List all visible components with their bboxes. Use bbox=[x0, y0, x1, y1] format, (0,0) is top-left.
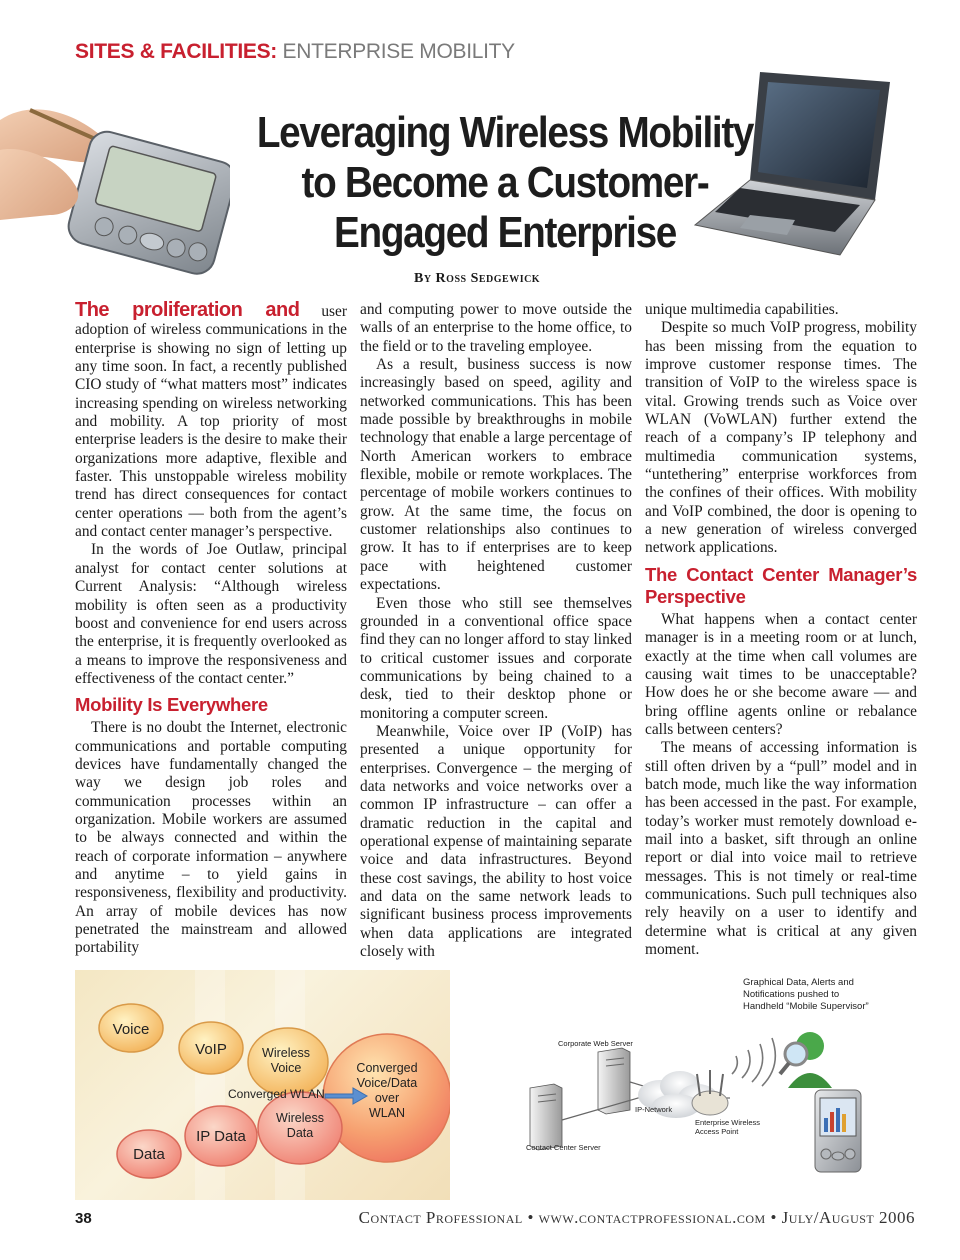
web-server-label: Corporate Web Server bbox=[558, 1039, 633, 1048]
page-number: 38 bbox=[75, 1210, 92, 1227]
lead-in: The proliferation and bbox=[75, 299, 300, 321]
handheld-device-icon bbox=[815, 1090, 861, 1172]
paragraph: Despite so much VoIP progress, mobility has been missing from the equation to improve customer response times. The transition of VoIP to the wireless space is vital. Growing trends such as Voice over WLAN (VoWLAN) further extend the reach of a company’s IP telephony and multimedia communication systems, “untethering” enterprise workforces from the confines of their offices. With mobility and VoIP combined, the door is opening to a new generation of wireless converged network applications. bbox=[645, 319, 917, 557]
caption-line: Handheld “Mobile Supervisor” bbox=[743, 1001, 869, 1012]
pda-hand-illustration bbox=[0, 90, 230, 285]
label-converged: WLAN bbox=[368, 1106, 406, 1120]
section-subcategory: ENTERPRISE MOBILITY bbox=[282, 40, 515, 63]
mobile-supervisor-icon bbox=[780, 1032, 832, 1088]
network-diagram bbox=[510, 970, 910, 1200]
paragraph: Meanwhile, Voice over IP (VoIP) has presented a unique opportunity for enterprises. Convergence – the merging of data networks and voice networks over a common IP infrastructure – can offer a dramatic reduction in the capital and operational expense of maintaining separate voice and data infrastructures. Beyond these cost savings, the ability to host voice and data on the same network leads to significant business process improvements when data applications are integrated closely with bbox=[360, 722, 632, 961]
paragraph: There is no doubt the Internet, electronic communications and portable computing devices have fundamentally changed the way we design job roles and communication processes within an organization. Mobile workers are assumed to be always connected and within the reach of corporate information – anywhere and anytime – to yield gains in responsiveness, flexibility and productivity. An array of mobile devices has now penetrated the mainstream and allowed portability bbox=[75, 719, 347, 957]
byline: By Ross Sedgewick bbox=[414, 271, 541, 286]
title-line: to Become a Customer- bbox=[301, 158, 709, 207]
label-voip: VoIP bbox=[195, 1041, 227, 1058]
access-point-label: Enterprise Wireless bbox=[695, 1118, 761, 1127]
label-converged: Converged bbox=[356, 1061, 418, 1075]
paragraph: and computing power to move outside the walls of an enterprise to the home office, to the field or to the traveling employee. bbox=[360, 301, 632, 355]
access-point-label: Access Point bbox=[695, 1127, 739, 1136]
label-voice: Voice bbox=[112, 1021, 150, 1038]
subhead-manager: The Contact Center Manager’s Perspective bbox=[645, 563, 917, 607]
label-converged: over bbox=[374, 1091, 400, 1105]
paragraph bbox=[75, 301, 347, 541]
paragraph: What happens when a contact center manager is in a meeting room or at lunch, exactly at the time when call volumes are causing wait times to be unacceptable? How does he or she become aware — and bring offline agents online or rebalance calls between centers? bbox=[645, 610, 917, 738]
cc-server-label: Contact Center Server bbox=[526, 1143, 601, 1152]
title-line: Leveraging Wireless Mobility bbox=[256, 108, 754, 157]
article-column-3 bbox=[645, 301, 917, 959]
contact-center-server-icon bbox=[530, 1084, 562, 1150]
convergence-diagram bbox=[75, 970, 450, 1200]
wireless-signal-icon bbox=[732, 1038, 775, 1086]
caption-line: Notifications pushed to bbox=[743, 989, 840, 1000]
subhead-mobility: Mobility Is Everywhere bbox=[75, 694, 268, 716]
article-title bbox=[250, 108, 760, 258]
caption-line: Graphical Data, Alerts and bbox=[743, 977, 854, 988]
label-wireless-data: Wireless bbox=[276, 1111, 324, 1125]
article-column-2 bbox=[360, 301, 632, 961]
paragraph: In the words of Joe Outlaw, principal analyst for contact center solutions at Current Analysis: “Although wireless mobility is often seen as a productivity boost and convenience for end users across the enterprise, it is frequently overlooked as a means to improve the responsiveness and effectiveness of the contact center.” bbox=[75, 541, 347, 687]
label-wireless-voice: Wireless bbox=[262, 1046, 310, 1060]
paragraph: unique multimedia capabilities. bbox=[645, 301, 839, 318]
title-line: Engaged Enterprise bbox=[333, 208, 677, 257]
label-wireless-voice: Voice bbox=[270, 1061, 302, 1075]
paragraph-text: user adoption of wireless communications in the enterprise is showing no sign of letting up any time soon. In fact, a recently published CIO study of “what matters most” indicates increasing spending on wireless networking and mobility. A top priority of most enterprise leaders is the desire to make their organizations more adaptive, flexible and faster. This unstoppable wireless mobility trend has direct consequences for contact center operations — both from the agent’s and contact center manager’s perspective. bbox=[75, 303, 347, 541]
paragraph: As a result, business success is now increasingly based on speed, agility and networked communications. This has been made possible by breakthroughs in mobile technology that enable a large percentage of North American workers to embrace flexible, mobile or remote workplaces. The percentage of mobile workers continues to grow. At the same time, the focus on customer relationships also continues to grow. It has to if enterprises are to keep pace with heightened customer expectations. bbox=[360, 356, 632, 594]
paragraph: The means of accessing information is still often driven by a “pull” model and in batch mode, much like the way information has been accessed in the past. For example, today’s worker must remotely download e-mail into a basket, sift through an online report or dial into voice mail to retrieve messages. This is not timely or real-time communications. Such pull techniques also rely heavily on a user to identify and determine what is critical at any given moment. bbox=[645, 739, 917, 958]
label-wireless-data: Data bbox=[286, 1126, 314, 1140]
section-header bbox=[75, 40, 515, 64]
ip-network-label: IP-Network bbox=[635, 1105, 673, 1114]
label-converged: Voice/Data bbox=[356, 1076, 418, 1090]
web-server-icon bbox=[598, 1048, 630, 1114]
article-column-1 bbox=[75, 301, 347, 958]
section-category: SITES & FACILITIES: bbox=[75, 40, 277, 63]
label-converged-wlan: Converged WLAN bbox=[228, 1087, 325, 1101]
label-data: Data bbox=[133, 1146, 165, 1163]
label-ip-data: IP Data bbox=[196, 1128, 246, 1145]
paragraph: Even those who still see themselves grounded in a conventional office space find they can no longer afford to stay linked to critical customer issues and corporate communications by being chained to a desk, tied to their desktop phone or monitoring a computer screen. bbox=[360, 594, 632, 722]
footer-publication: Contact Professional • www.contactprofessional.com • July/August 2006 bbox=[358, 1208, 915, 1227]
